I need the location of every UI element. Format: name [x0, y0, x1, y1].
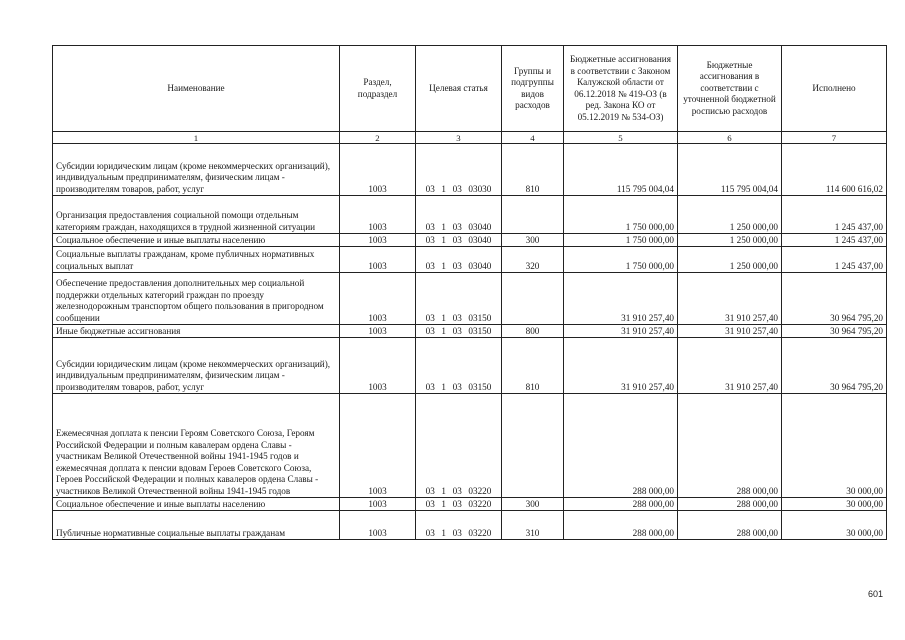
- row-law-amount: 288 000,00: [564, 498, 678, 511]
- row-law-amount: 31 910 257,40: [564, 273, 678, 325]
- row-executed-amount: 1 245 437,00: [782, 196, 887, 234]
- table-row: [53, 247, 887, 273]
- row-name: Социальное обеспечение и иные выплаты населению: [53, 498, 340, 511]
- row-refined-amount: 1 250 000,00: [678, 196, 782, 234]
- header-name: Наименование: [53, 46, 340, 132]
- column-number: 5: [564, 132, 678, 144]
- row-article: 03 1 03 03040: [416, 196, 502, 234]
- row-section: 1003: [340, 196, 416, 234]
- row-article: 03 1 03 03150: [416, 325, 502, 338]
- header-refined-budget: Бюджетные ассигнования в соответствии с уточненной бюджетной росписью расходов: [678, 46, 782, 132]
- row-name: Социальные выплаты гражданам, кроме публичных нормативных социальных выплат: [53, 247, 340, 273]
- row-section: 1003: [340, 511, 416, 540]
- column-number: 3: [416, 132, 502, 144]
- row-law-amount: 31 910 257,40: [564, 325, 678, 338]
- row-section: 1003: [340, 234, 416, 247]
- column-number: 6: [678, 132, 782, 144]
- table-row: [53, 144, 887, 196]
- table-row: [53, 511, 887, 540]
- row-article: 03 1 03 03220: [416, 498, 502, 511]
- row-name: Субсидии юридическим лицам (кроме некоммерческих организаций), индивидуальным предпринимателям, физическим лицам - производителям товаров, работ, услуг: [53, 144, 340, 196]
- row-article: 03 1 03 03220: [416, 394, 502, 498]
- table-row: [53, 273, 887, 325]
- row-section: 1003: [340, 498, 416, 511]
- row-name: Иные бюджетные ассигнования: [53, 325, 340, 338]
- row-refined-amount: 31 910 257,40: [678, 273, 782, 325]
- row-name: Социальное обеспечение и иные выплаты населению: [53, 234, 340, 247]
- row-law-amount: 288 000,00: [564, 394, 678, 498]
- row-section: 1003: [340, 394, 416, 498]
- row-executed-amount: 1 245 437,00: [782, 234, 887, 247]
- column-number: 4: [502, 132, 564, 144]
- row-group: 810: [502, 338, 564, 394]
- row-refined-amount: 31 910 257,40: [678, 325, 782, 338]
- table-row: [53, 196, 887, 234]
- row-name: Обеспечение предоставления дополнительных мер социальной поддержки отдельных категорий граждан по проезду железнодорожным транспортом общего пользования в пригородном сообщении: [53, 273, 340, 325]
- row-refined-amount: 31 910 257,40: [678, 338, 782, 394]
- row-group: 310: [502, 511, 564, 540]
- row-executed-amount: 30 000,00: [782, 498, 887, 511]
- row-executed-amount: 114 600 616,02: [782, 144, 887, 196]
- row-executed-amount: 30 964 795,20: [782, 338, 887, 394]
- row-refined-amount: 115 795 004,04: [678, 144, 782, 196]
- row-group: 300: [502, 498, 564, 511]
- header-executed: Исполнено: [782, 46, 887, 132]
- row-executed-amount: 30 000,00: [782, 511, 887, 540]
- column-number: 1: [53, 132, 340, 144]
- row-refined-amount: 1 250 000,00: [678, 247, 782, 273]
- row-law-amount: 1 750 000,00: [564, 196, 678, 234]
- row-refined-amount: 288 000,00: [678, 511, 782, 540]
- row-article: 03 1 03 03220: [416, 511, 502, 540]
- row-refined-amount: 288 000,00: [678, 394, 782, 498]
- row-section: 1003: [340, 273, 416, 325]
- row-name: Публичные нормативные социальные выплаты гражданам: [53, 511, 340, 540]
- row-section: 1003: [340, 338, 416, 394]
- column-number-row: [53, 132, 887, 144]
- row-law-amount: 115 795 004,04: [564, 144, 678, 196]
- row-law-amount: 288 000,00: [564, 511, 678, 540]
- page-number: 601: [868, 589, 884, 599]
- budget-execution-table: [52, 45, 887, 540]
- row-article: 03 1 03 03150: [416, 273, 502, 325]
- row-group: 800: [502, 325, 564, 338]
- row-article: 03 1 03 03150: [416, 338, 502, 394]
- row-law-amount: 31 910 257,40: [564, 338, 678, 394]
- table-row: [53, 498, 887, 511]
- row-name: Субсидии юридическим лицам (кроме некоммерческих организаций), индивидуальным предпринимателям, физическим лицам - производителям товаров, работ, услуг: [53, 338, 340, 394]
- row-group: [502, 394, 564, 498]
- column-number: 7: [782, 132, 887, 144]
- table-row: [53, 338, 887, 394]
- column-number: 2: [340, 132, 416, 144]
- row-article: 03 1 03 03040: [416, 247, 502, 273]
- row-executed-amount: 30 964 795,20: [782, 273, 887, 325]
- row-executed-amount: 30 000,00: [782, 394, 887, 498]
- row-section: 1003: [340, 247, 416, 273]
- row-group: [502, 196, 564, 234]
- row-refined-amount: 1 250 000,00: [678, 234, 782, 247]
- table-header-row: [53, 46, 887, 132]
- row-group: 320: [502, 247, 564, 273]
- row-section: 1003: [340, 325, 416, 338]
- header-section: Раздел, подраздел: [340, 46, 416, 132]
- row-refined-amount: 288 000,00: [678, 498, 782, 511]
- row-law-amount: 1 750 000,00: [564, 247, 678, 273]
- header-law-budget: Бюджетные ассигнования в соответствии с Законом Калужской области от 06.12.2018 № 419-ОЗ (в ред. Закона КО от 05.12.2019 № 534-ОЗ): [564, 46, 678, 132]
- row-group: 810: [502, 144, 564, 196]
- row-executed-amount: 1 245 437,00: [782, 247, 887, 273]
- table-row: [53, 234, 887, 247]
- header-article: Целевая статья: [416, 46, 502, 132]
- header-groups: Группы и подгруппы видов расходов: [502, 46, 564, 132]
- row-section: 1003: [340, 144, 416, 196]
- table-row: [53, 394, 887, 498]
- row-group: [502, 273, 564, 325]
- row-executed-amount: 30 964 795,20: [782, 325, 887, 338]
- row-name: Организация предоставления социальной помощи отдельным категориям граждан, находящихся в трудной жизненной ситуации: [53, 196, 340, 234]
- row-group: 300: [502, 234, 564, 247]
- row-name: Ежемесячная доплата к пенсии Героям Советского Союза, Героям Российской Федерации и полным кавалерам ордена Славы - участникам Великой Отечественной войны 1941-1945 годов и ежемесячная доплата к пенсии вдовам Героев Советского Союза, Героев Российской Федерации и полных кавалеров ордена Славы - участников Великой Отечественной войны 1941-1945 годов: [53, 394, 340, 498]
- row-law-amount: 1 750 000,00: [564, 234, 678, 247]
- row-article: 03 1 03 03040: [416, 234, 502, 247]
- row-article: 03 1 03 03030: [416, 144, 502, 196]
- table-row: [53, 325, 887, 338]
